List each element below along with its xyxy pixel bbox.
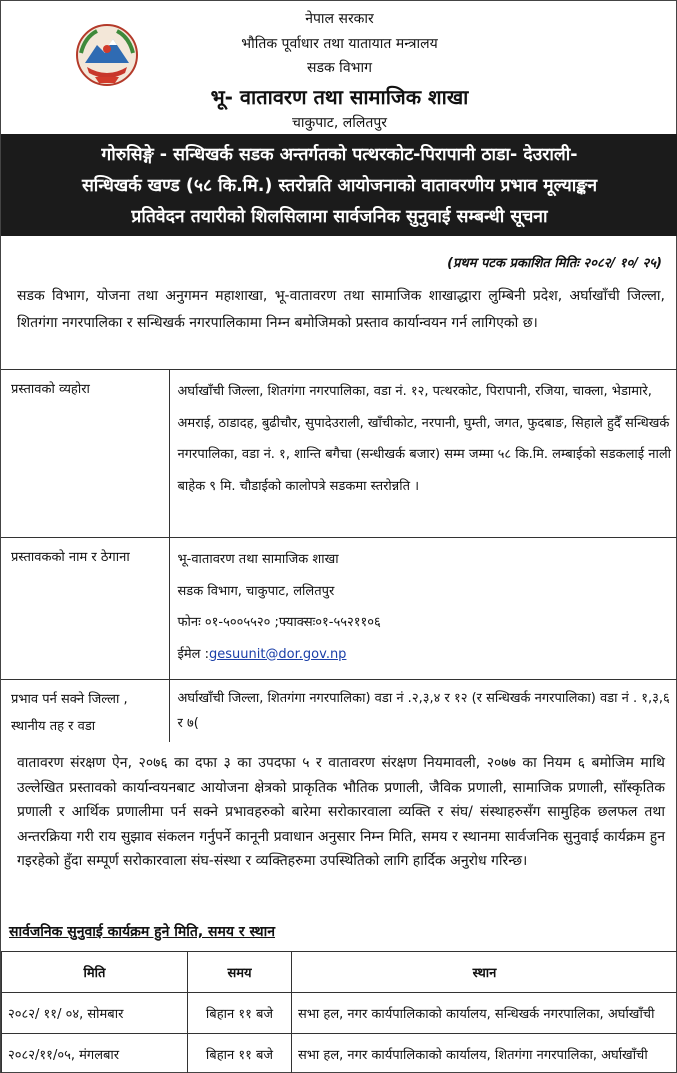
banner-line-1: गोरुसिङ्गे - सन्धिखर्क सडक अन्तर्गतको पत्थरकोट-पिरापानी ठाडा- देउराली-: [101, 145, 578, 165]
schedule-date: २०८२/ ११/ ०४, सोमबार: [2, 993, 188, 1034]
proponent-details: [169, 538, 677, 680]
proposal-info-table: [1, 369, 677, 742]
table-row: [2, 1034, 677, 1073]
legal-paragraph: वातावरण संरक्षण ऐन, २०७६ का दफा ३ का उपदफा ५ र वातावरण संरक्षण नियमावली, २०७७ का नियम ६ बमोजिम माथि उल्लेखित प्रस्तावको कार्यान्वयनबाट आयोजना क्षेत्रको प्राकृतिक भौतिक प्रणाली, जैविक प्रणाली, सामाजिक प्रणाली, साँस्कृतिक प्रणाली र आर्थिक प्रणालीमा पर्न सक्ने प्रभावहरुको बारेमा सरोकारवाला व्यक्ति र संघ/ संस्थाहरुसँग सामुहिक छलफल तथा अन्तरक्रिया गरी राय सुझाव संकलन गर्नुपर्ने कानूनी प्रवाधान अनुसार निम्न मिति, समय र स्थानमा सार्वजनिक सुनुवाई कार्यक्रम हुन गइरहेको हुँदा सम्पूर्ण सरोकारवाला संघ-संस्था र व्यक्तिहरुमा उपस्थितिको लागि हार्दिक अनुरोध गरिन्छ।: [17, 755, 665, 869]
schedule-time: बिहान ११ बजे: [188, 993, 292, 1034]
schedule-venue: सभा हल, नगर कार्यपालिकाको कार्यालय, शितगंगा नगरपालिका, अर्घाखाँची: [292, 1034, 677, 1073]
banner-line-2: सन्धिखर्क खण्ड (५८ कि.मि.) स्तरोन्नति आयोजनाको वातावरणीय प्रभाव मूल्याङ्कन: [81, 176, 598, 196]
schedule-time: बिहान ११ बजे: [188, 1034, 292, 1073]
header-section: भू- वातावरण तथा सामाजिक शाखा: [210, 85, 469, 109]
header-department: सडक विभाग: [307, 60, 372, 76]
email-prefix: ईमेल :: [177, 646, 209, 662]
schedule-venue: सभा हल, नगर कार्यपालिकाको कार्यालय, सन्धिखर्क नगरपालिका, अर्घाखाँची: [292, 993, 677, 1034]
banner-line-3: प्रतिवेदन तयारीको शिलसिलामा सार्वजनिक सुनुवाई सम्बन्धी सूचना: [131, 207, 548, 227]
proposal-label: प्रस्तावको व्यहोरा: [1, 370, 169, 538]
affected-label-line-1: प्रभाव पर्न सक्ने जिल्ला ,: [11, 692, 128, 707]
email-link[interactable]: gesuunit@dor.gov.np: [208, 646, 347, 662]
proponent-phone: फोनः ०१-५००५५२० ;फ्याक्सः०१-५५२११०६: [177, 615, 381, 630]
header-country: नेपाल सरकार: [305, 11, 374, 27]
schedule-title: सार्वजनिक सुनुवाई कार्यक्रम हुने मिति, समय र स्थान: [9, 924, 275, 940]
affected-label-line-2: स्थानीय तह र वडा: [11, 719, 96, 734]
schedule-header-row: [2, 952, 677, 993]
table-row: [2, 993, 677, 1034]
header-ministry: भौतिक पूर्वाधार तथा यातायात मन्त्रालय: [241, 36, 438, 52]
proposal-text: अर्घाखाँची जिल्ला, शितगंगा नगरपालिका, वडा नं. १२, पत्थरकोट, पिरापानी, रजिया, चाक्ला, भेडामारे, अमराई, ठाडादह, बुढीचौर, सुपादेउराली, खाँचीकोट, नरपानी, घुम्ती, जगत, फुदबाङ, सिहाले हुदैँ सन्धिखर्क नगरपालिका, वडा नं. १, शान्ति बगैचा (सन्धीखर्क बजार) सम्म जम्मा ५८ कि.मि. लम्बाईको सडकलाई नाली बाहेक ९ मि. चौडाईको कालोपत्रे सडकमा स्तरोन्नति ।: [169, 370, 677, 538]
publication-date: (प्रथम पटक प्रकाशित मितिः २०८२/ १०/ २५): [447, 256, 662, 271]
notice-header: [1, 1, 677, 133]
table-row: [1, 680, 677, 742]
schedule-header-time: समय: [188, 952, 292, 993]
proponent-name: भू-वातावरण तथा सामाजिक शाखा: [177, 552, 339, 567]
table-row: [1, 370, 677, 538]
table-row: [1, 538, 677, 680]
proponent-email-line: [178, 639, 673, 671]
proponent-label: प्रस्तावकको नाम र ठेगाना: [1, 538, 169, 680]
affected-area-text: अर्घाखाँची जिल्ला, शितगंगा नगरपालिका) वडा नं .२,३,४ र १२ (र सन्धिखर्क नगरपालिका) वडा नं . १,३,६ र ७(: [169, 680, 677, 742]
intro-paragraph: सडक विभाग, योजना तथा अनुगमन महाशाखा, भू-वातावरण तथा सामाजिक शाखाद्धारा लुम्बिनी प्रदेश, अर्घाखाँची जिल्ला, शितगंगा नगरपालिका र सन्धिखर्क नगरपालिकामा निम्न बमोजिमको प्रस्ताव कार्यान्वयन गर्न लागिएको छ।: [17, 288, 665, 331]
schedule-header-venue: स्थान: [292, 952, 677, 993]
schedule-date: २०८२/११/०५, मंगलबार: [2, 1034, 188, 1073]
proponent-address: सडक विभाग, चाकुपाट, ललितपुर: [177, 583, 335, 599]
notice-title-banner: [1, 134, 677, 236]
schedule-table: [1, 951, 677, 1073]
affected-area-label: [1, 680, 169, 742]
schedule-header-date: मिति: [2, 952, 188, 993]
header-location: चाकुपाट, ललितपुर: [291, 115, 388, 131]
